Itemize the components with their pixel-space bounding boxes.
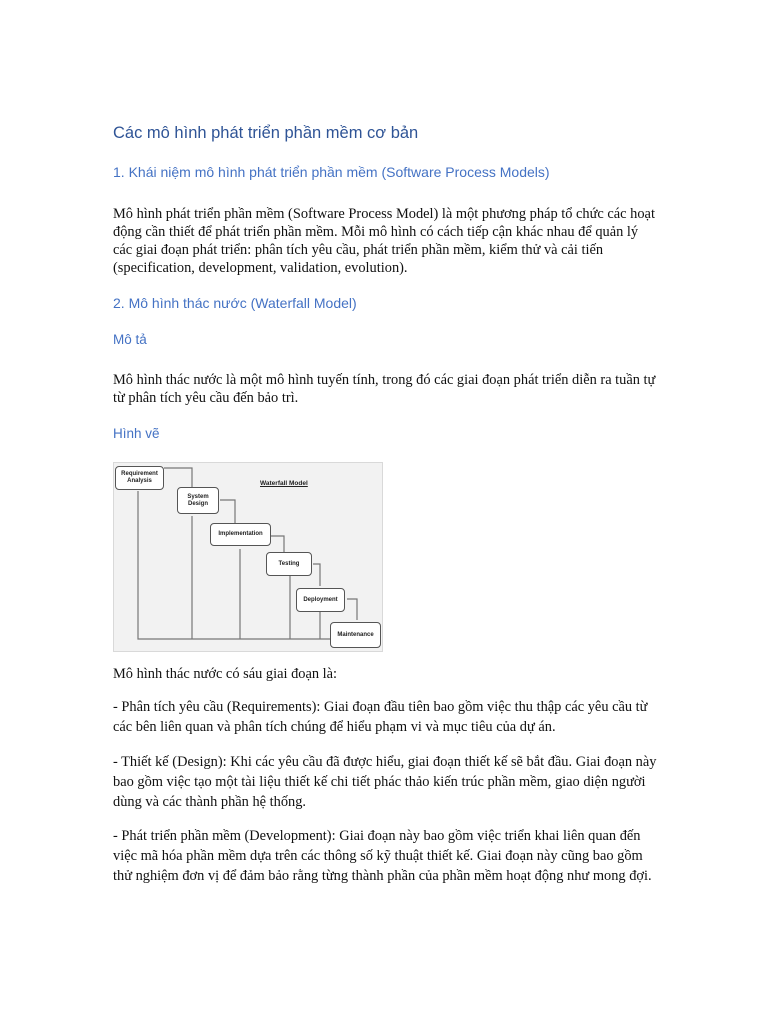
section-heading-software-process-models: 1. Khái niệm mô hình phát triển phần mềm (Software Process Models) [113, 164, 550, 180]
section-heading-waterfall: 2. Mô hình thác nước (Waterfall Model) [113, 295, 357, 311]
waterfall-diagram [113, 462, 383, 652]
paragraph-definition: Mô hình phát triển phần mềm (Software Process Model) là một phương pháp tổ chức các hoạt động cần thiết để phát triển phần mềm. Mỗi mô hình có cách tiếp cận khác nhau để quản lý các giai đoạn phát triển: phân tích yêu cầu, phát triển phần mềm, kiểm thử và cải tiến (specification, development, validation, evolution). [113, 206, 655, 276]
stage-testing: Testing [266, 552, 312, 576]
list-item-requirements: - Phân tích yêu cầu (Requirements): Giai đoạn đầu tiên bao gồm việc thu thập các yêu cầu từ các bên liên quan và phân tích chúng để hiểu phạm vi và mục tiêu của dự án. [113, 699, 648, 735]
paragraph-six-phases-intro: Mô hình thác nước có sáu giai đoạn là: [113, 666, 338, 682]
stage-requirement-analysis: Requirement Analysis [115, 466, 164, 490]
list-item-development: - Phát triển phần mềm (Development): Giai đoạn này bao gồm việc triển khai liên quan đến việc mã hóa phần mềm dựa trên các thông số kỹ thuật thiết kế. Giai đoạn này cũng bao gồm thử nghiệm đơn vị để đảm bảo rằng từng thành phần của phần mềm hoạt động như mong đợi. [113, 828, 652, 884]
paragraph-waterfall-description: Mô hình thác nước là một mô hình tuyến tính, trong đó các giai đoạn phát triển diễn ra tuần tự từ phân tích yêu cầu đến bảo trì. [113, 372, 656, 406]
stage-maintenance: Maintenance [330, 622, 381, 648]
subheading-description: Mô tả [113, 332, 147, 347]
stage-implementation: Implementation [210, 523, 271, 546]
stage-system-design: System Design [177, 487, 219, 514]
list-item-design: - Thiết kế (Design): Khi các yêu cầu đã được hiểu, giai đoạn thiết kế sẽ bắt đầu. Giai đoạn này bao gồm việc tạo một tài liệu thiết kế chi tiết phác thảo kiến trúc phần mềm, giao diện người dùng và các thành phần hệ thống. [113, 754, 657, 810]
figure-title: Waterfall Model [260, 480, 308, 487]
stage-deployment: Deployment [296, 588, 345, 612]
page-title: Các mô hình phát triển phần mềm cơ bản [113, 124, 419, 142]
subheading-figure: Hình vẽ [113, 426, 160, 441]
